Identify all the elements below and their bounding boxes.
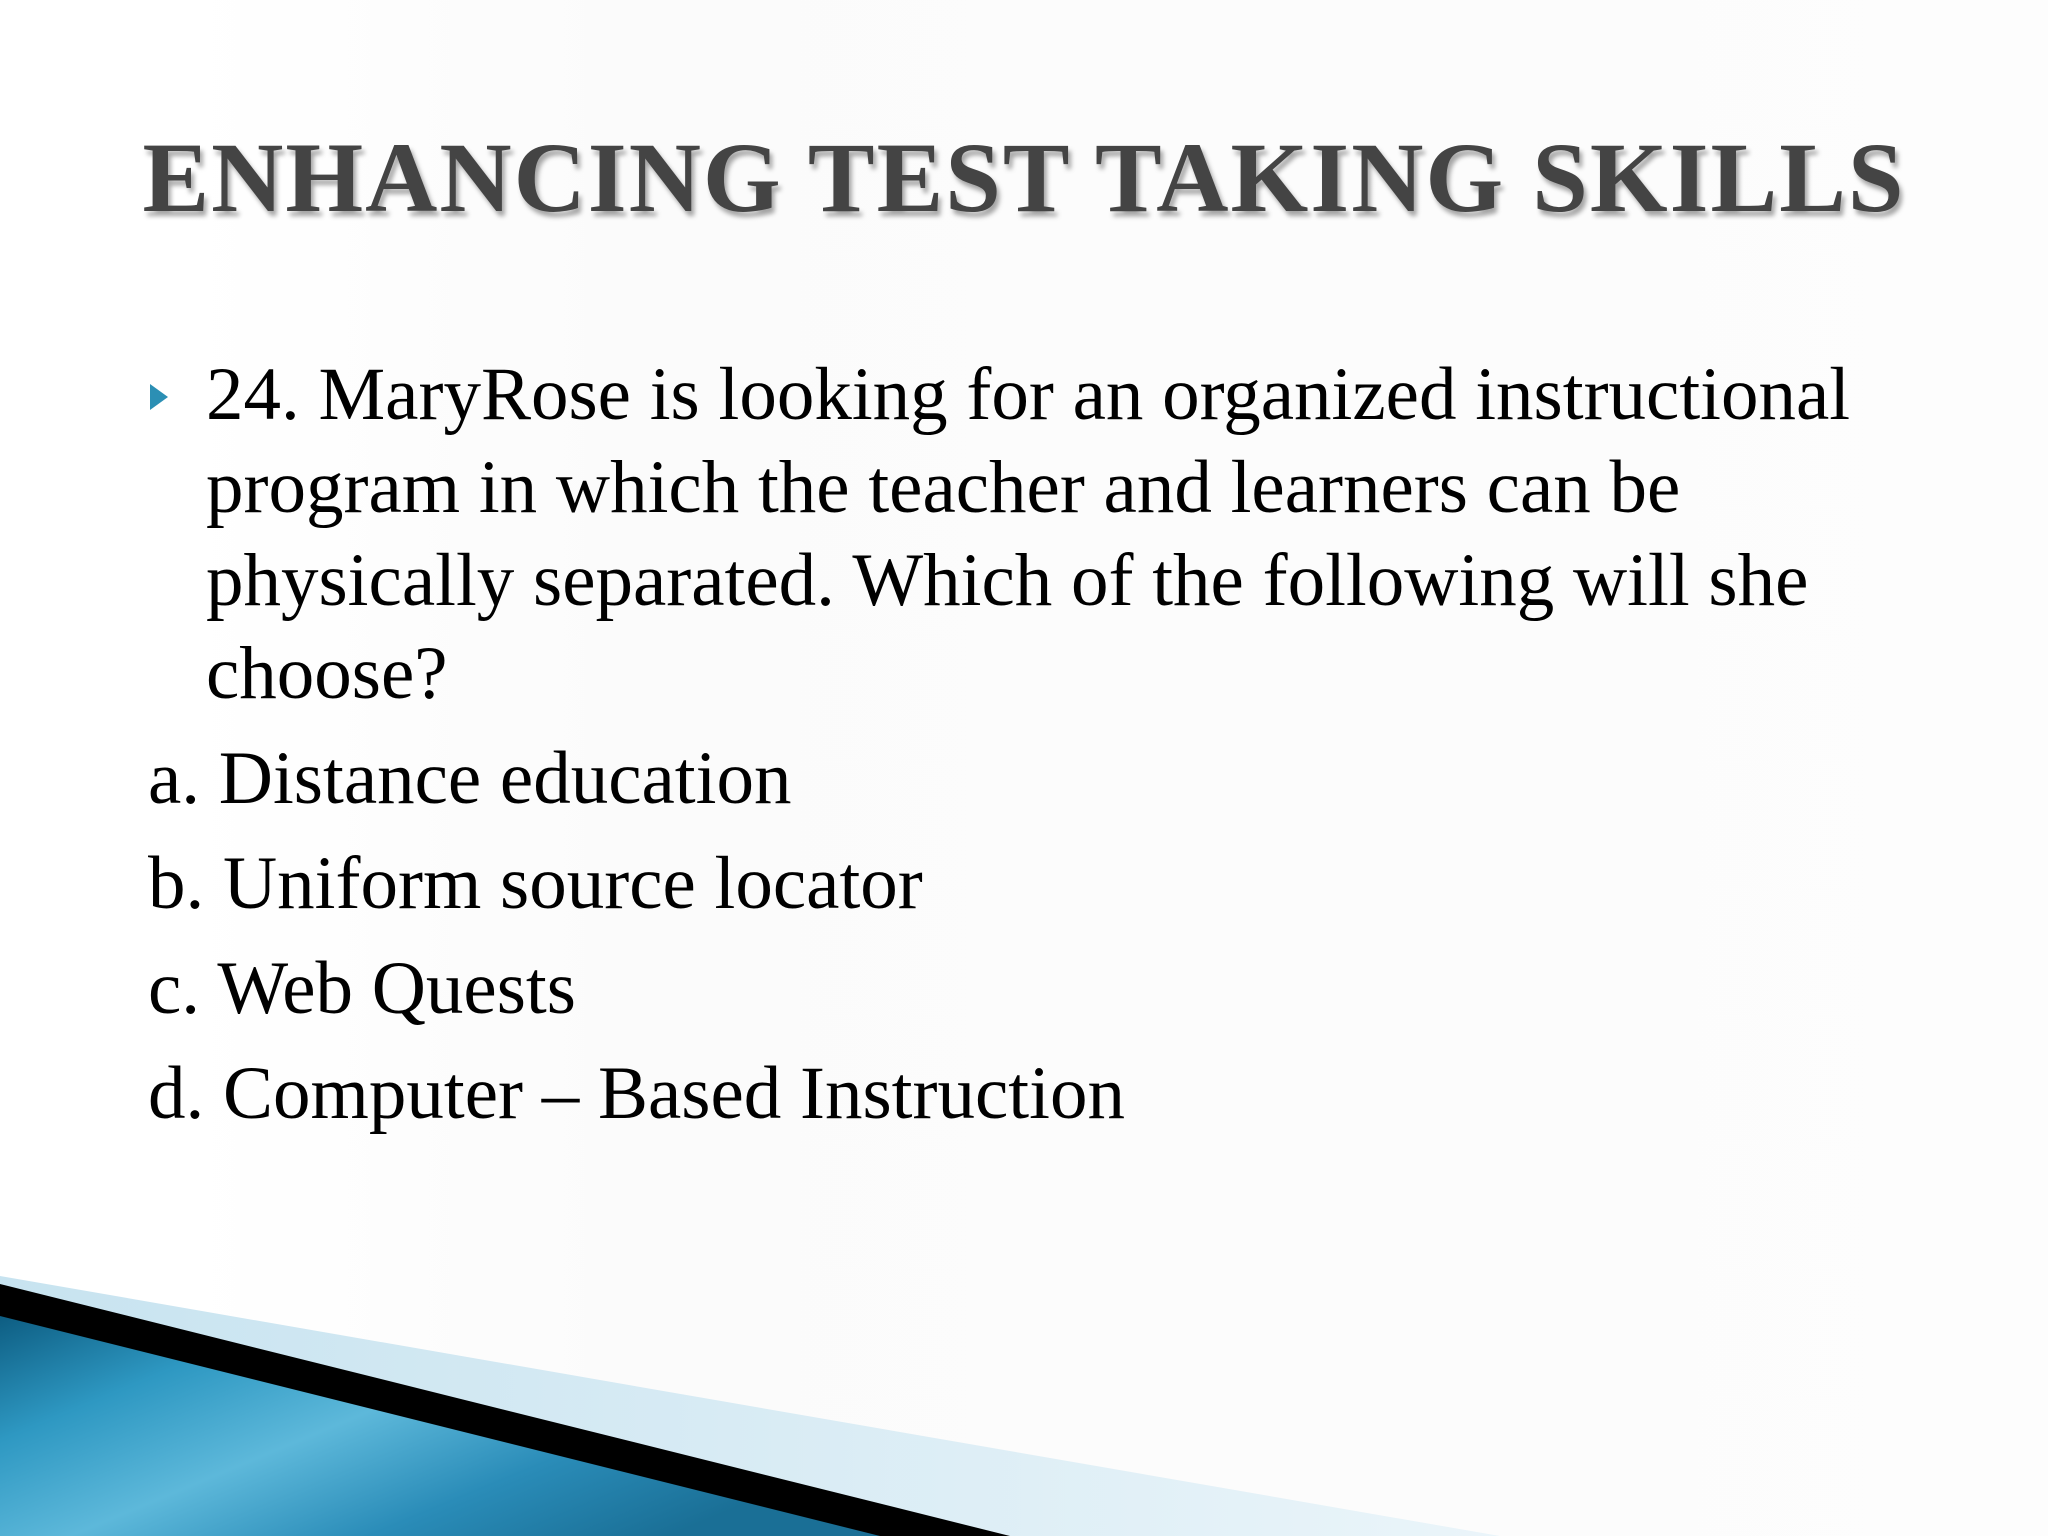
slide-title: ENHANCING TEST TAKING SKILLS [142,122,1906,233]
option-c: c. Web Quests [148,947,576,1030]
question-text: 24. MaryRose is looking for an organized instructional program in which the teacher and learners can be physically separated. Which of the following will she choose? [206,353,1851,715]
option-b: b. Uniform source locator [148,842,923,925]
corner-decoration [0,1256,2048,1536]
option-d: d. Computer – Based Instruction [148,1052,1125,1135]
answer-options [148,726,1125,1146]
question [150,348,1950,720]
option-a: a. Distance education [148,737,792,820]
triangle-bullet-icon [150,348,206,410]
